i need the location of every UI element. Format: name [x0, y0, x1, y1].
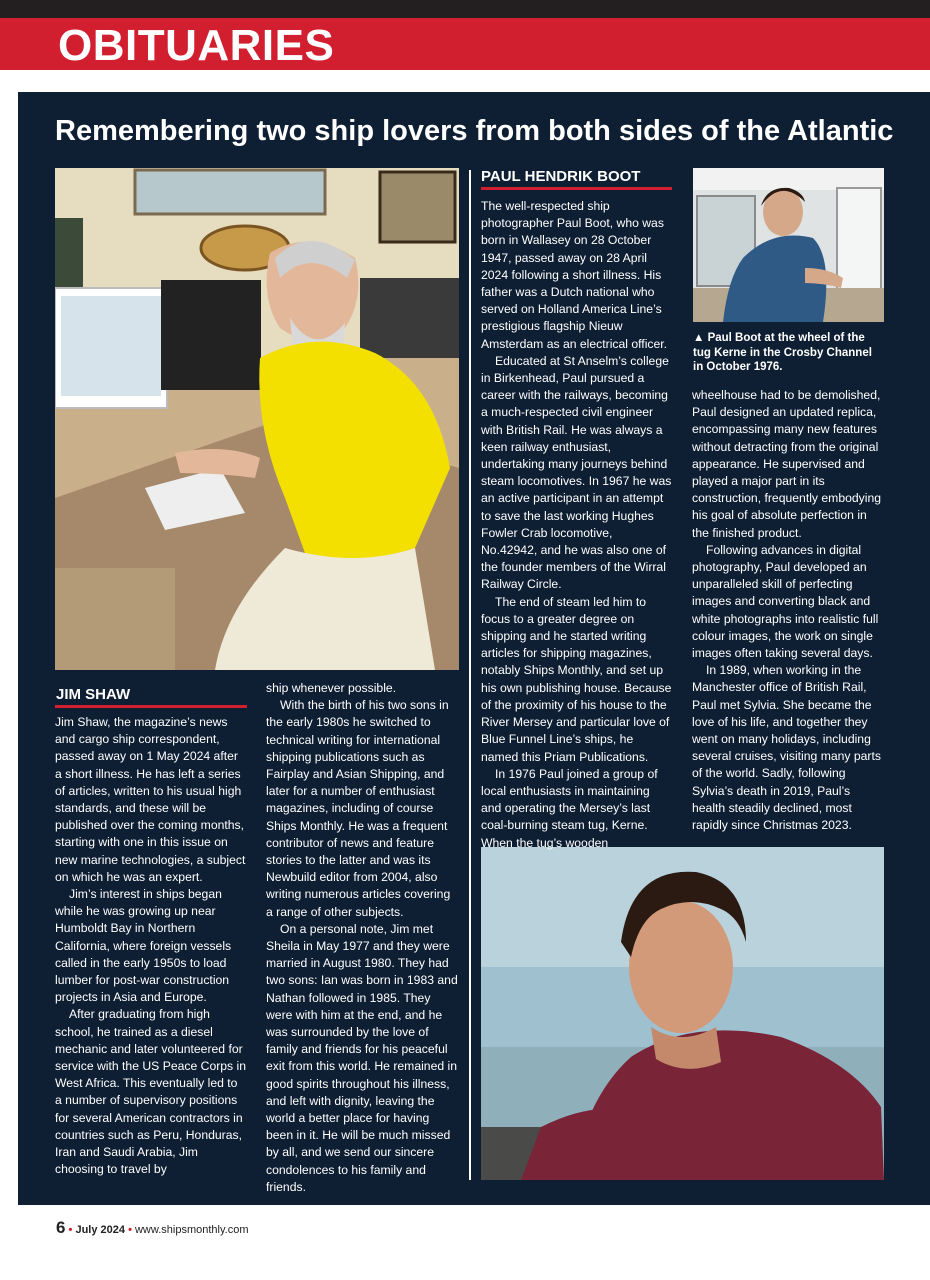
paragraph: In 1976 Paul joined a group of local enthusiasts in maintaining and operating the Mersey’s last coal-burning steam tug, Kerne. When the tug’s wooden [481, 766, 658, 850]
headline: Remembering two ship lovers from both sides of the Atlantic [55, 115, 894, 147]
jim-shaw-column-1 [55, 714, 247, 1178]
paragraph: wheelhouse had to be demolished, Paul designed an updated replica, encompassing many new features without detracting from the original appearance. He supervised and played a major part in its construction, frequently embodying his goal of absolute perfection in the finished product. [692, 388, 882, 540]
paragraph: The well-respected ship photographer Paul Boot, who was born in Wallasey on 28 October 1947, passed away on 28 April 2024 following a short illness. His father was a Dutch national who served on Holland America Line’s prestigious flagship Nieuw Amsterdam as an electrical officer. [481, 199, 668, 351]
website-url[interactable]: www.shipsmonthly.com [134, 1224, 249, 1236]
paragraph: The end of steam led him to focus to a greater degree on shipping and he started writing articles for shipping magazines, notably Ships Monthly, and set up his own publishing house. Because of the proximity of his house to the River Mersey and particular love of Blue Funnel Line’s ships, he named this Priam Publications. [481, 594, 672, 764]
paragraph: Following advances in digital photography, Paul developed an unparalleled skill of perfecting images and converting black and white photographs into realistic full colour images, the work on single images often taking several days. [692, 542, 879, 661]
paul-boot-wheelhouse-photo [693, 168, 884, 322]
jim-shaw-byline: JIM SHAW [56, 686, 131, 703]
paragraph: In 1989, when working in the Manchester office of British Rail, Paul met Sylvia. She became the love of his life, and together they went on many holidays, including several cruises, visiting many parts of the world. Sadly, following Sylvia’s death in 2019, Paul’s health steadily declined, most rapidly since Christmas 2023. [692, 663, 881, 833]
jim-shaw-byline-rule [55, 705, 247, 708]
paragraph: Educated at St Anselm’s college in Birkenhead, Paul pursued a career with the railways, becoming a much-respected civil engineer with British Rail. He was always a keen railway enthusiast, undertaking many journeys behind steam locomotives. In 1967 he was an active participant in an attempt to save the last working Hughes Fowler Crab locomotive, No.42942, and he was also one of the founder members of the Wirral Railway Circle. [481, 353, 672, 592]
top-bar [0, 0, 930, 18]
paragraph: With the birth of his two sons in the early 1980s he switched to technical writing for international shipping publications such as Fairplay and Asian Shipping, and later for a number of enthusiast magazines, including of course Ships Monthly. He was a frequent contributor of news and feature stories to the latter and was its Newbuild editor from 2004, also writing numerous articles covering a range of other subjects. [266, 698, 451, 919]
jim-shaw-photo [55, 168, 459, 670]
paul-boot-byline-rule [481, 187, 672, 190]
paul-boot-column-2 [692, 387, 884, 834]
photo-caption: ▲ Paul Boot at the wheel of the tug Kerne in the Crosby Channel in October 1976. [693, 332, 872, 373]
page-footer [56, 1219, 248, 1239]
paragraph: Jim’s interest in ships began while he was growing up near Humboldt Bay in Northern California, where foreign vessels called in the early 1950s to load lumber for post-war construction projects in Asia and Europe. [55, 887, 232, 1005]
jim-shaw-column-2 [266, 680, 459, 1196]
paul-boot-byline: PAUL HENDRIK BOOT [481, 168, 641, 185]
paragraph: After graduating from high school, he trained as a diesel mechanic and later volunteered for service with the US Peace Corps in West Africa. This eventually led to a number of supervisory positions for several American contractors in countries such as Peru, Honduras, Iran and Saudi Arabia, Jim choosing to travel by [55, 1007, 247, 1177]
issue-date: July 2024 [75, 1224, 125, 1236]
page-number: 6 [56, 1218, 66, 1237]
column-divider [469, 170, 471, 1180]
footer-separator: • [128, 1224, 132, 1236]
paul-boot-portrait-photo [481, 847, 884, 1180]
paul-boot-column-1 [481, 198, 672, 852]
paragraph: Jim Shaw, the magazine’s news and cargo ship correspondent, passed away on 1 May 2024 after a short illness. He has left a series of articles, written to his usual high standards, and these will be published over the coming months, starting with one in this issue on new marine technologies, a subject on which he was an expert. [55, 715, 246, 884]
footer-separator: • [68, 1224, 73, 1236]
paragraph: On a personal note, Jim met Sheila in May 1977 and they were married in August 1980. They had two sons: Ian was born in 1983 and Nathan followed in 1985. They were with him at the end, and he was surrounded by the love of family and friends for his peaceful exit from this world. He remained in good spirits throughout his illness, and left with dignity, leaving the world a better place for having been in it. He will be much missed by all, and we send our sincere condolences to his family and friends. [266, 921, 458, 1194]
paragraph: ship whenever possible. [266, 681, 397, 695]
section-title: OBITUARIES [58, 21, 335, 70]
